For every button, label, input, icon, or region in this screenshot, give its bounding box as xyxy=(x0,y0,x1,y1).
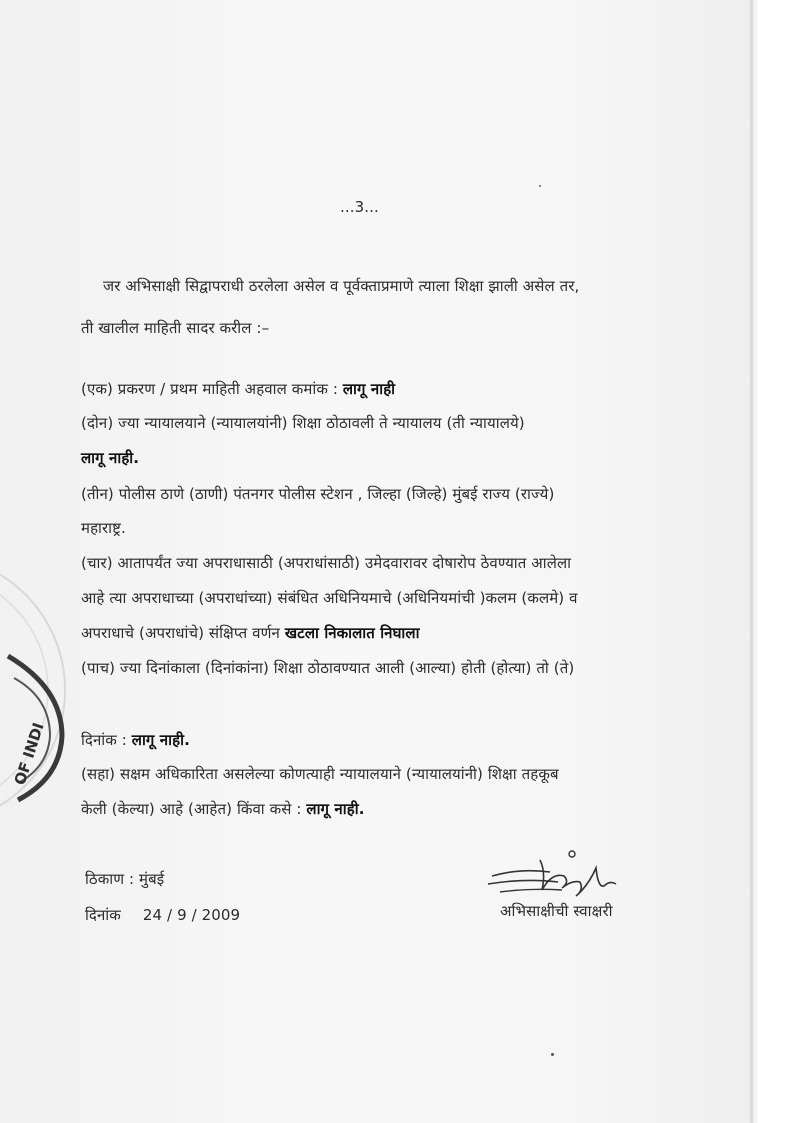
item-4-line-3 xyxy=(81,623,420,643)
sign-date-label: दिनांक xyxy=(85,906,121,924)
item-3-line-1: (तीन) पोलीस ठाणे (ठाणी) पंतनगर पोलीस स्टेशन , जिल्हा (जिल्हे) मुंबई राज्य (राज्ये) xyxy=(81,485,555,503)
item-4-line-2: आहे त्या अपराधाच्या (अपराधांच्या) संबंधित अधिनियमाचे (अधिनियमांची )कलम (कलमे) व xyxy=(81,589,578,607)
item-4-label: अपराधाचे (अपराधांचे) संक्षिप्त वर्णन xyxy=(81,624,285,642)
item-5-line-1: (पाच) ज्या दिनांकाला (दिनांकांना) शिक्षा ठोठावण्यात आली (आल्या) होती (होत्या) तो (ते) xyxy=(81,659,575,677)
date-label: दिनांक : xyxy=(81,731,132,749)
intro-line-1: जर अभिसाक्षी सिद्वापराधी ठरलेला असेल व पूर्वक्ताप्रमाणे त्याला शिक्षा झाली असेल तर, xyxy=(103,277,580,295)
item-4-value: खटला निकालात निघाला xyxy=(284,624,420,642)
item-1-label: (एक) प्रकरण / प्रथम माहिती अहवाल कमांक : xyxy=(81,380,343,398)
item-2-line-1: (दोन) ज्या न्यायालयाने (न्यायालयांनी) शिक्षा ठोठावली ते न्यायालय (ती न्यायालये) xyxy=(81,414,525,432)
sign-date-line xyxy=(85,905,240,925)
scan-speck xyxy=(551,1053,554,1056)
item-4-line-1: (चार) आतापर्यंत ज्या अपराधासाठी (अपराधांसाठी) उमेदवारावर दोषारोप ठेवण्यात आलेला xyxy=(81,554,572,572)
scan-speck xyxy=(539,185,541,187)
signature-caption: अभिसाक्षीची स्वाक्षरी xyxy=(500,902,613,920)
item-6-value: लागू नाही. xyxy=(306,800,365,818)
page-edge xyxy=(750,0,760,1123)
intro-line-2: ती खालील माहिती सादर करील :– xyxy=(81,319,270,337)
item-1-value: लागू नाही xyxy=(342,380,396,398)
item-6-line-1: (सहा) सक्षम अधिकारिता असलेल्या कोणत्याही न्यायालयाने (न्यायालयांनी) शिक्षा तहकूब xyxy=(81,765,559,783)
place-line: ठिकाण : मुंबई xyxy=(85,870,165,888)
item-3-line-2: महाराष्ट्र. xyxy=(81,519,126,537)
stamp-text: OF INDI xyxy=(10,720,48,788)
item-6-line-2 xyxy=(81,799,365,819)
date-line xyxy=(81,730,190,750)
page-number: ...3... xyxy=(340,198,379,216)
item-1 xyxy=(81,379,395,399)
item-6-label: केली (केल्या) आहे (आहेत) किंवा कसे : xyxy=(81,800,307,818)
sign-date-value: 24 / 9 / 2009 xyxy=(142,906,241,924)
date-value: लागू नाही. xyxy=(131,731,190,749)
government-stamp xyxy=(0,648,70,808)
item-2-value: लागू नाही. xyxy=(81,449,140,467)
